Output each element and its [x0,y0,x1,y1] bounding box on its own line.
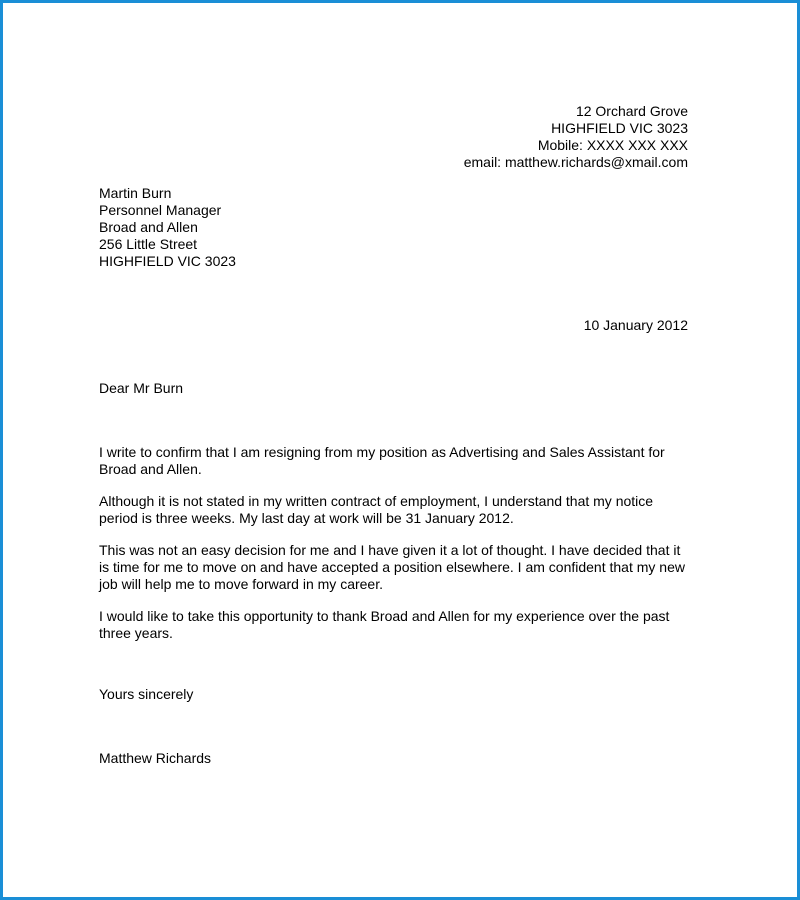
recipient-address-block [99,185,236,270]
body-paragraph-4: I would like to take this opportunity to thank Broad and Allen for my experience over the past three years. [99,608,670,641]
signature-name: Matthew Richards [99,750,212,766]
body-paragraph-1: I write to confirm that I am resigning from my position as Advertising and Sales Assistant for Broad and Allen. [99,444,665,477]
recipient-company: Broad and Allen [99,219,198,235]
sender-street: 12 Orchard Grove [575,103,688,119]
recipient-street: 256 Little Street [99,236,198,252]
body-paragraph-2: Although it is not stated in my written contract of employment, I understand that my notice period is three weeks. My last day at work will be 31 January 2012. [99,493,654,526]
recipient-title: Personnel Manager [99,202,222,218]
closing-line: Yours sincerely [99,686,194,702]
recipient-city: HIGHFIELD VIC 3023 [99,253,236,269]
letter-date: 10 January 2012 [583,317,688,333]
sender-city: HIGHFIELD VIC 3023 [551,120,688,136]
recipient-name: Martin Burn [99,185,172,201]
sender-mobile: Mobile: XXXX XXX XXX [537,137,688,153]
body-paragraph-3: This was not an easy decision for me and I have given it a lot of thought. I have decided that it is time for me to move on and have accepted a position elsewhere. I am confident that my new job will help me to move forward in my career. [99,542,685,592]
sender-email: email: matthew.richards@xmail.com [463,154,688,170]
letter-body [99,444,688,657]
sender-address-block [464,103,688,171]
salutation: Dear Mr Burn [99,380,184,396]
